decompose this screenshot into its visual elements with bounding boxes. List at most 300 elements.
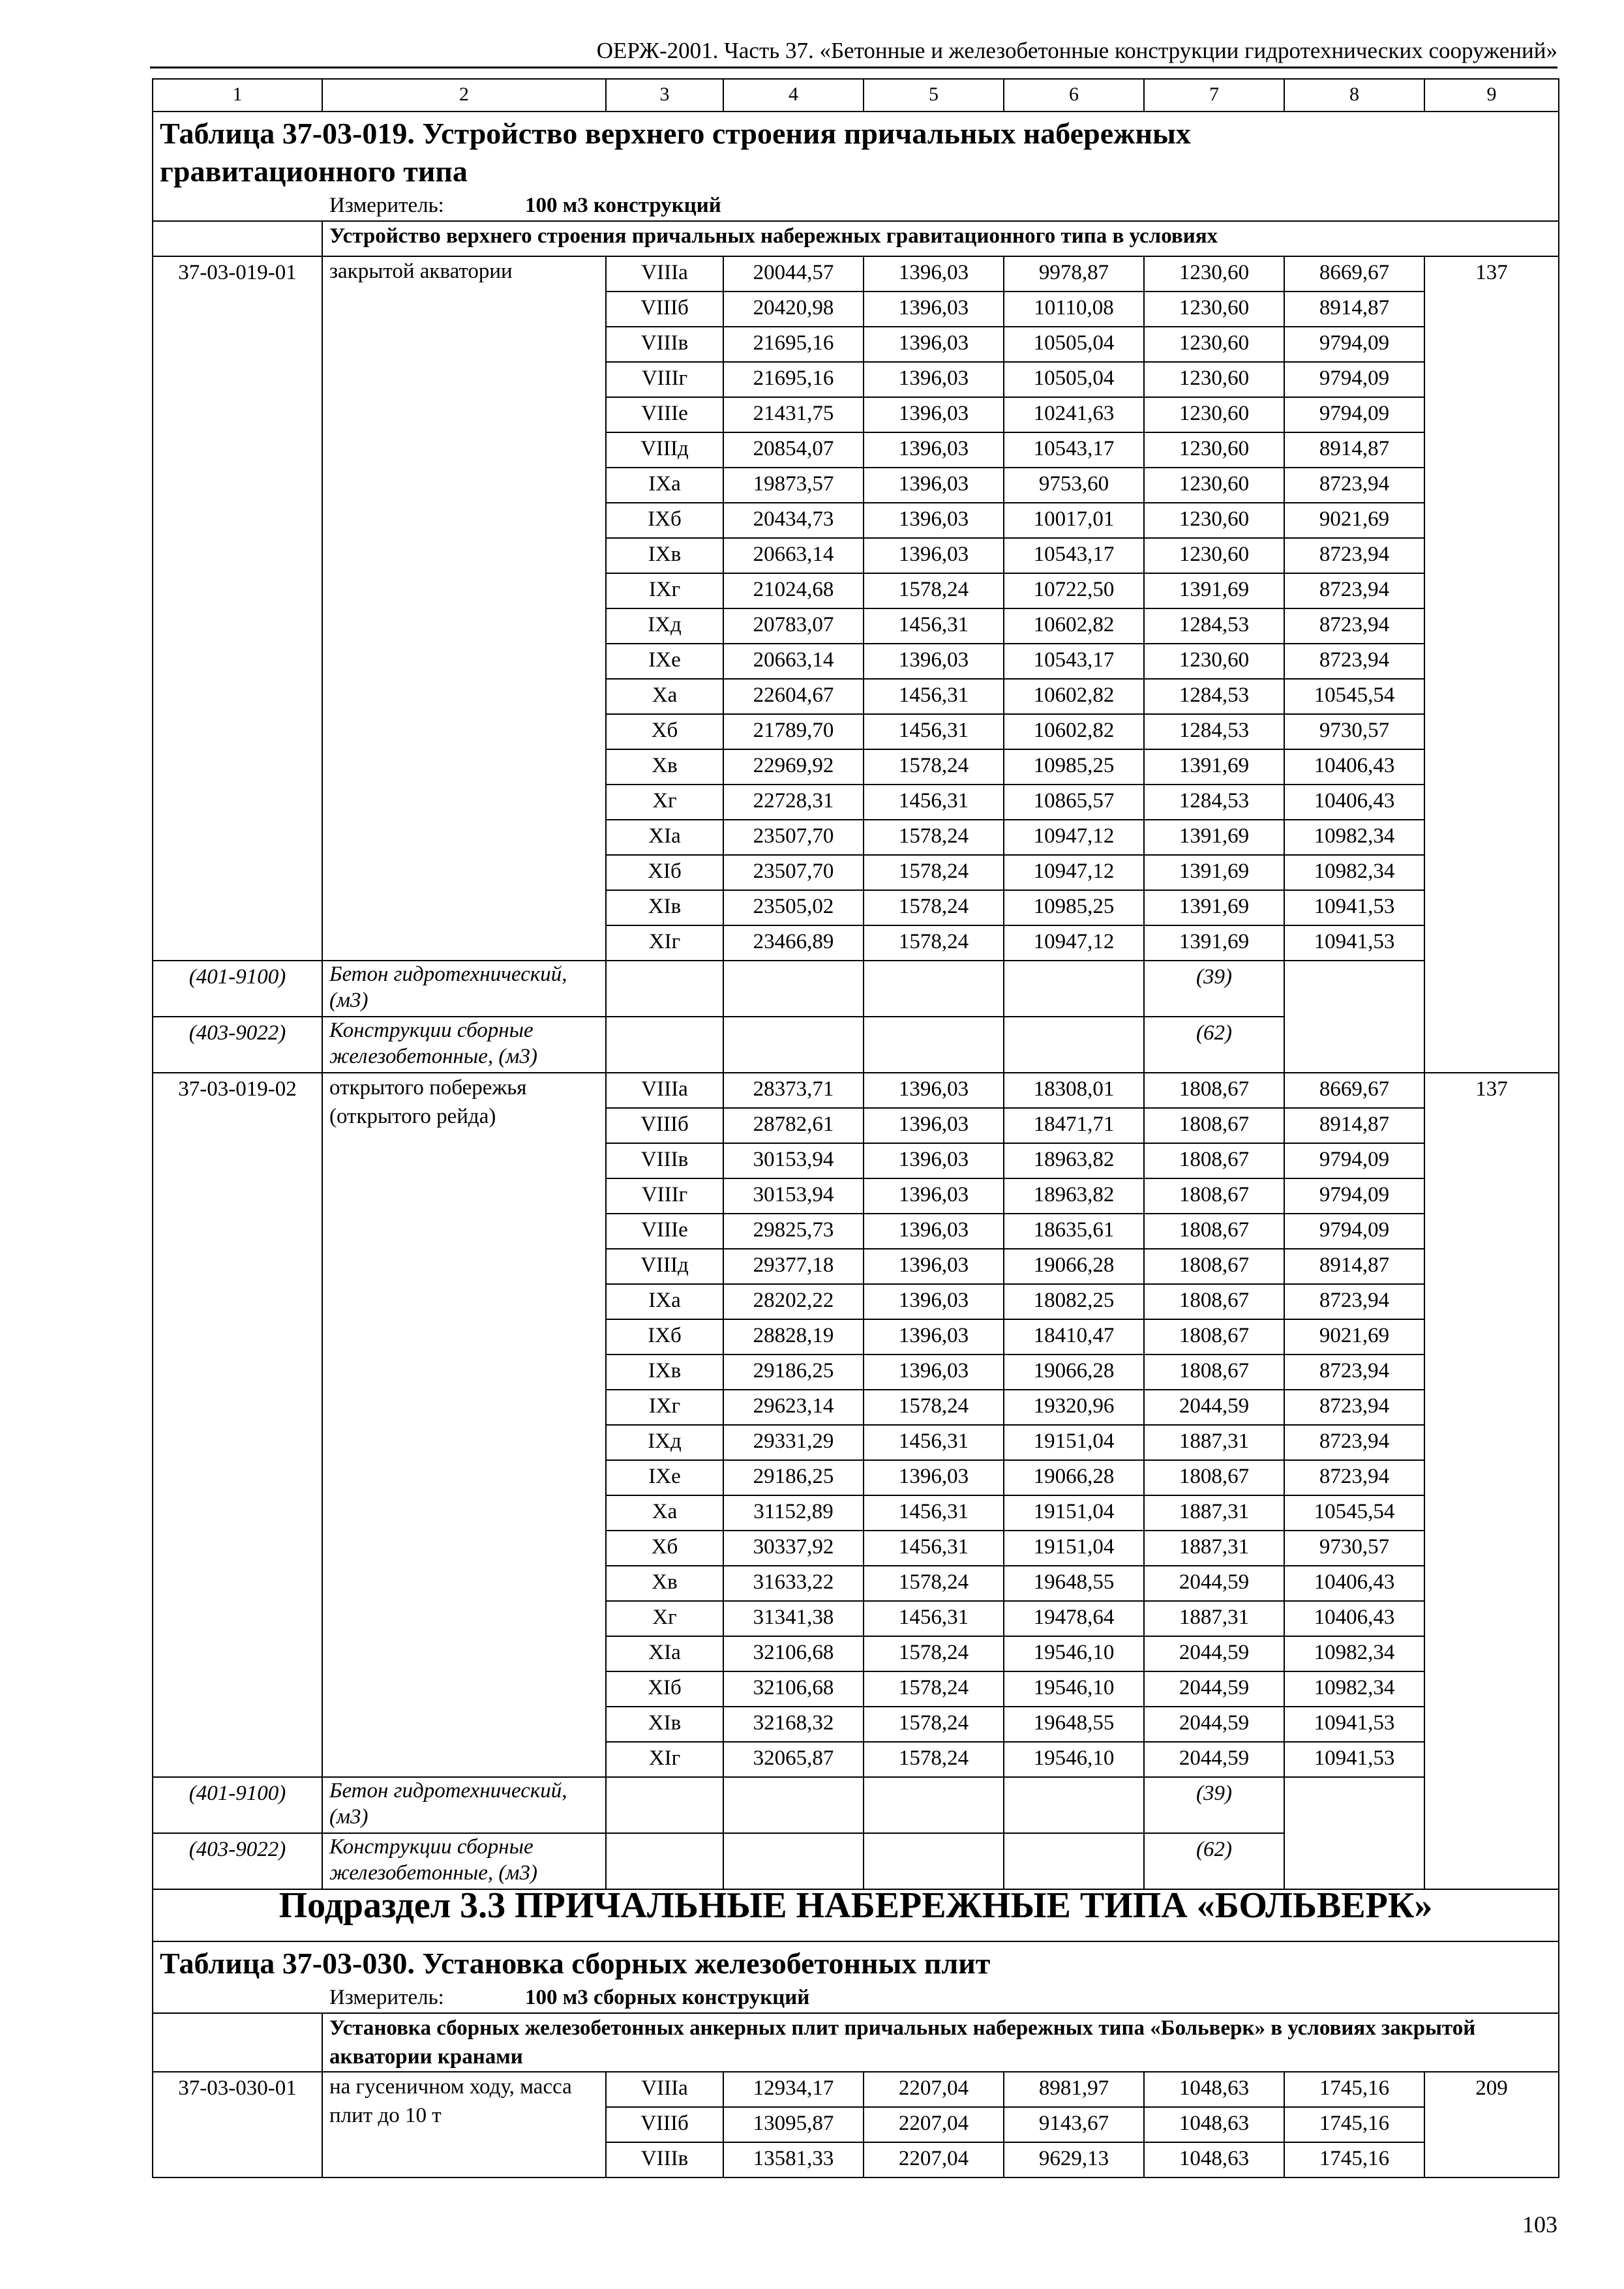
price-value: 28782,61 bbox=[723, 1108, 864, 1143]
zone-class: IXе bbox=[606, 644, 723, 679]
price-value: 9794,09 bbox=[1284, 1143, 1424, 1178]
price-value: 19151,04 bbox=[1004, 1531, 1144, 1566]
table-title-line: гравитационного типа bbox=[160, 155, 468, 188]
estimate-table bbox=[152, 78, 1559, 2178]
price-value: 9753,60 bbox=[1004, 468, 1144, 503]
price-value: 32106,68 bbox=[723, 1636, 864, 1671]
price-value: 1578,24 bbox=[864, 1671, 1004, 1707]
price-value: 30153,94 bbox=[723, 1178, 864, 1214]
price-value: 10545,54 bbox=[1284, 1495, 1424, 1531]
price-value: 1396,03 bbox=[864, 468, 1004, 503]
unit-label: Измеритель: bbox=[329, 1986, 444, 2009]
unit-value: 100 м3 сборных конструкций bbox=[525, 1986, 810, 2009]
price-value: 19546,10 bbox=[1004, 1671, 1144, 1707]
price-value: 1578,24 bbox=[864, 1390, 1004, 1425]
price-value: 1230,60 bbox=[1144, 362, 1284, 397]
zone-class: Xб bbox=[606, 1531, 723, 1566]
empty-cell bbox=[1004, 1017, 1144, 1073]
zone-class: IXб bbox=[606, 503, 723, 538]
price-value: 1456,31 bbox=[864, 1601, 1004, 1636]
price-value: 22728,31 bbox=[723, 785, 864, 820]
price-value: 18410,47 bbox=[1004, 1319, 1144, 1354]
norm-code: 37-03-030-01 bbox=[153, 2072, 322, 2177]
zone-class: Xв bbox=[606, 1566, 723, 1601]
zone-class: IXд bbox=[606, 1425, 723, 1460]
resource-row bbox=[153, 1017, 1559, 1073]
zone-class: VIIIб bbox=[606, 2107, 723, 2142]
empty-cell bbox=[723, 961, 864, 1017]
column-number: 2 bbox=[322, 79, 606, 112]
price-value: 8723,94 bbox=[1284, 468, 1424, 503]
price-value: 1887,31 bbox=[1144, 1425, 1284, 1460]
resource-value: (62) bbox=[1144, 1833, 1284, 1889]
price-value: 10982,34 bbox=[1284, 855, 1424, 890]
column-number: 5 bbox=[864, 79, 1004, 112]
price-value: 28373,71 bbox=[723, 1073, 864, 1108]
price-value: 1887,31 bbox=[1144, 1531, 1284, 1566]
price-value: 9978,87 bbox=[1004, 256, 1144, 292]
price-value: 9021,69 bbox=[1284, 503, 1424, 538]
price-value: 2044,59 bbox=[1144, 1671, 1284, 1707]
price-value: 18308,01 bbox=[1004, 1073, 1144, 1108]
price-value: 1391,69 bbox=[1144, 925, 1284, 961]
price-value: 10947,12 bbox=[1004, 820, 1144, 855]
price-value: 1230,60 bbox=[1144, 292, 1284, 327]
zone-class: VIIIе bbox=[606, 397, 723, 432]
price-value: 1391,69 bbox=[1144, 890, 1284, 925]
price-value: 29186,25 bbox=[723, 1354, 864, 1390]
price-value: 1230,60 bbox=[1144, 468, 1284, 503]
price-value: 1578,24 bbox=[864, 1742, 1004, 1777]
column-number: 7 bbox=[1144, 79, 1284, 112]
zone-class: VIIIв bbox=[606, 2142, 723, 2177]
zone-class: Xб bbox=[606, 714, 723, 749]
column-number: 1 bbox=[153, 79, 322, 112]
empty-cell bbox=[153, 2013, 322, 2072]
zone-class: IXб bbox=[606, 1319, 723, 1354]
price-value: 1578,24 bbox=[864, 749, 1004, 785]
price-value: 20420,98 bbox=[723, 292, 864, 327]
price-value: 19546,10 bbox=[1004, 1742, 1144, 1777]
price-value: 10602,82 bbox=[1004, 679, 1144, 714]
price-value: 8723,94 bbox=[1284, 1354, 1424, 1390]
zone-class: VIIIб bbox=[606, 292, 723, 327]
price-value: 1578,24 bbox=[864, 890, 1004, 925]
price-value: 9794,09 bbox=[1284, 1178, 1424, 1214]
price-value: 9794,09 bbox=[1284, 1214, 1424, 1249]
price-value: 1578,24 bbox=[864, 820, 1004, 855]
price-value: 19151,04 bbox=[1004, 1425, 1144, 1460]
price-value: 8723,94 bbox=[1284, 1460, 1424, 1495]
reference-number: 137 bbox=[1424, 256, 1559, 1073]
price-value: 1808,67 bbox=[1144, 1214, 1284, 1249]
price-value: 20044,57 bbox=[723, 256, 864, 292]
price-value: 10602,82 bbox=[1004, 714, 1144, 749]
price-value: 1808,67 bbox=[1144, 1143, 1284, 1178]
price-value: 23466,89 bbox=[723, 925, 864, 961]
price-value: 1456,31 bbox=[864, 785, 1004, 820]
resource-name: Бетон гидротехнический, (м3) bbox=[322, 1777, 606, 1833]
empty-cell bbox=[864, 1777, 1004, 1833]
price-value: 21789,70 bbox=[723, 714, 864, 749]
price-value: 21695,16 bbox=[723, 327, 864, 362]
resource-code: (403-9022) bbox=[153, 1833, 322, 1889]
price-value: 2044,59 bbox=[1144, 1707, 1284, 1742]
price-value: 1808,67 bbox=[1144, 1460, 1284, 1495]
zone-class: XIб bbox=[606, 1671, 723, 1707]
page-number: 103 bbox=[1522, 2211, 1557, 2237]
empty-cell bbox=[723, 1833, 864, 1889]
price-value: 21431,75 bbox=[723, 397, 864, 432]
price-value: 1284,53 bbox=[1144, 608, 1284, 644]
resource-row bbox=[153, 1833, 1559, 1889]
price-value: 20783,07 bbox=[723, 608, 864, 644]
price-value: 10941,53 bbox=[1284, 1707, 1424, 1742]
price-value: 19151,04 bbox=[1004, 1495, 1144, 1531]
price-value: 1887,31 bbox=[1144, 1495, 1284, 1531]
price-value: 10865,57 bbox=[1004, 785, 1144, 820]
price-value: 1808,67 bbox=[1144, 1108, 1284, 1143]
price-value: 1284,53 bbox=[1144, 785, 1284, 820]
price-value: 10985,25 bbox=[1004, 890, 1144, 925]
price-value: 31341,38 bbox=[723, 1601, 864, 1636]
table-row bbox=[153, 256, 1559, 292]
price-value: 29377,18 bbox=[723, 1249, 864, 1284]
unit-line bbox=[160, 190, 1552, 220]
price-value: 8914,87 bbox=[1284, 292, 1424, 327]
price-value: 1391,69 bbox=[1144, 820, 1284, 855]
price-value: 10982,34 bbox=[1284, 820, 1424, 855]
condition-text: Устройство верхнего строения причальных набережных гравитационного типа в условиях bbox=[322, 221, 1559, 256]
zone-class: IXе bbox=[606, 1460, 723, 1495]
price-value: 1578,24 bbox=[864, 1636, 1004, 1671]
price-value: 8914,87 bbox=[1284, 1249, 1424, 1284]
price-value: 1887,31 bbox=[1144, 1601, 1284, 1636]
zone-class: Xа bbox=[606, 1495, 723, 1531]
price-value: 1808,67 bbox=[1144, 1249, 1284, 1284]
empty-cell bbox=[153, 221, 322, 256]
reference-number: 209 bbox=[1424, 2072, 1559, 2177]
norm-code: 37-03-019-02 bbox=[153, 1073, 322, 1777]
resource-code: (401-9100) bbox=[153, 961, 322, 1017]
price-value: 9143,67 bbox=[1004, 2107, 1144, 2142]
price-value: 10505,04 bbox=[1004, 327, 1144, 362]
condition-text: Установка сборных железобетонных анкерных плит причальных набережных типа «Больверк» в условиях закрытой акватории кранами bbox=[322, 2013, 1559, 2072]
empty-cell bbox=[864, 961, 1004, 1017]
price-value: 1230,60 bbox=[1144, 327, 1284, 362]
price-value: 1456,31 bbox=[864, 608, 1004, 644]
price-value: 2044,59 bbox=[1144, 1636, 1284, 1671]
zone-class: XIб bbox=[606, 855, 723, 890]
price-value: 19648,55 bbox=[1004, 1566, 1144, 1601]
table-row bbox=[153, 1073, 1559, 1108]
zone-class: XIа bbox=[606, 820, 723, 855]
zone-class: IXг bbox=[606, 1390, 723, 1425]
unit-value: 100 м3 конструкций bbox=[525, 194, 721, 217]
price-value: 8723,94 bbox=[1284, 644, 1424, 679]
resource-name: Бетон гидротехнический, (м3) bbox=[322, 961, 606, 1017]
price-value: 8914,87 bbox=[1284, 432, 1424, 468]
column-number: 4 bbox=[723, 79, 864, 112]
empty-cell bbox=[723, 1017, 864, 1073]
price-value: 1396,03 bbox=[864, 362, 1004, 397]
price-value: 1578,24 bbox=[864, 573, 1004, 608]
zone-class: Xг bbox=[606, 785, 723, 820]
resource-value: (62) bbox=[1144, 1017, 1284, 1073]
norm-name: открытого побережья (открытого рейда) bbox=[322, 1073, 606, 1777]
price-value: 1284,53 bbox=[1144, 714, 1284, 749]
price-value: 29331,29 bbox=[723, 1425, 864, 1460]
price-value: 18471,71 bbox=[1004, 1108, 1144, 1143]
price-value: 13095,87 bbox=[723, 2107, 864, 2142]
zone-class: Xа bbox=[606, 679, 723, 714]
price-value: 29623,14 bbox=[723, 1390, 864, 1425]
column-number: 3 bbox=[606, 79, 723, 112]
price-value: 1396,03 bbox=[864, 292, 1004, 327]
price-value: 10017,01 bbox=[1004, 503, 1144, 538]
price-value: 8723,94 bbox=[1284, 1425, 1424, 1460]
price-value: 8669,67 bbox=[1284, 1073, 1424, 1108]
price-value: 1396,03 bbox=[864, 1108, 1004, 1143]
price-value: 19478,64 bbox=[1004, 1601, 1144, 1636]
empty-cell bbox=[1004, 1777, 1144, 1833]
price-value: 1396,03 bbox=[864, 256, 1004, 292]
price-value: 1230,60 bbox=[1144, 397, 1284, 432]
price-value: 1808,67 bbox=[1144, 1178, 1284, 1214]
resource-row bbox=[153, 1777, 1559, 1833]
price-value: 1456,31 bbox=[864, 679, 1004, 714]
price-value: 10406,43 bbox=[1284, 749, 1424, 785]
price-value: 29825,73 bbox=[723, 1214, 864, 1249]
price-value: 18963,82 bbox=[1004, 1143, 1144, 1178]
condition-row bbox=[153, 2013, 1559, 2072]
zone-class: XIг bbox=[606, 925, 723, 961]
price-value: 9021,69 bbox=[1284, 1319, 1424, 1354]
price-value: 10941,53 bbox=[1284, 1742, 1424, 1777]
price-value: 1230,60 bbox=[1144, 432, 1284, 468]
price-value: 19873,57 bbox=[723, 468, 864, 503]
zone-class: IXа bbox=[606, 1284, 723, 1319]
price-value: 10241,63 bbox=[1004, 397, 1144, 432]
price-value: 1230,60 bbox=[1144, 538, 1284, 573]
price-value: 1396,03 bbox=[864, 432, 1004, 468]
price-value: 1808,67 bbox=[1144, 1284, 1284, 1319]
zone-class: XIв bbox=[606, 890, 723, 925]
price-value: 20854,07 bbox=[723, 432, 864, 468]
price-value: 1048,63 bbox=[1144, 2142, 1284, 2177]
zone-class: VIIIд bbox=[606, 432, 723, 468]
price-value: 20434,73 bbox=[723, 503, 864, 538]
price-value: 10941,53 bbox=[1284, 925, 1424, 961]
price-value: 1396,03 bbox=[864, 1284, 1004, 1319]
price-value: 1396,03 bbox=[864, 397, 1004, 432]
price-value: 10947,12 bbox=[1004, 925, 1144, 961]
table-title-cell bbox=[153, 1941, 1559, 2013]
price-value: 19066,28 bbox=[1004, 1354, 1144, 1390]
zone-class: VIIIг bbox=[606, 1178, 723, 1214]
table-title-row bbox=[153, 1941, 1559, 2013]
price-value: 19648,55 bbox=[1004, 1707, 1144, 1742]
price-value: 1230,60 bbox=[1144, 644, 1284, 679]
zone-class: XIв bbox=[606, 1707, 723, 1742]
price-value: 21695,16 bbox=[723, 362, 864, 397]
price-value: 1391,69 bbox=[1144, 573, 1284, 608]
price-value: 18082,25 bbox=[1004, 1284, 1144, 1319]
price-value: 1808,67 bbox=[1144, 1073, 1284, 1108]
price-value: 9794,09 bbox=[1284, 362, 1424, 397]
price-value: 10602,82 bbox=[1004, 608, 1144, 644]
column-number: 6 bbox=[1004, 79, 1144, 112]
norm-code: 37-03-019-01 bbox=[153, 256, 322, 961]
price-value: 1396,03 bbox=[864, 1178, 1004, 1214]
table-row bbox=[153, 2072, 1559, 2107]
price-value: 10543,17 bbox=[1004, 538, 1144, 573]
price-value: 1808,67 bbox=[1144, 1354, 1284, 1390]
price-value: 8723,94 bbox=[1284, 1284, 1424, 1319]
zone-class: VIIIв bbox=[606, 327, 723, 362]
resource-value: (39) bbox=[1144, 1777, 1284, 1833]
price-value: 1456,31 bbox=[864, 714, 1004, 749]
norm-name: на гусеничном ходу, масса плит до 10 т bbox=[322, 2072, 606, 2177]
price-value: 1396,03 bbox=[864, 538, 1004, 573]
empty-cell bbox=[606, 1017, 723, 1073]
price-value: 8723,94 bbox=[1284, 538, 1424, 573]
price-value: 1230,60 bbox=[1144, 256, 1284, 292]
price-value: 19320,96 bbox=[1004, 1390, 1144, 1425]
resource-row bbox=[153, 961, 1559, 1017]
price-value: 1391,69 bbox=[1144, 749, 1284, 785]
price-value: 2207,04 bbox=[864, 2142, 1004, 2177]
price-value: 30153,94 bbox=[723, 1143, 864, 1178]
price-value: 2044,59 bbox=[1144, 1390, 1284, 1425]
price-value: 1048,63 bbox=[1144, 2107, 1284, 2142]
price-value: 1284,53 bbox=[1144, 679, 1284, 714]
price-value: 32065,87 bbox=[723, 1742, 864, 1777]
price-value: 10982,34 bbox=[1284, 1636, 1424, 1671]
price-value: 10543,17 bbox=[1004, 644, 1144, 679]
price-value: 9629,13 bbox=[1004, 2142, 1144, 2177]
price-value: 23507,70 bbox=[723, 820, 864, 855]
zone-class: VIIIа bbox=[606, 256, 723, 292]
price-value: 10982,34 bbox=[1284, 1671, 1424, 1707]
price-value: 1745,16 bbox=[1284, 2107, 1424, 2142]
zone-class: Xв bbox=[606, 749, 723, 785]
price-value: 1396,03 bbox=[864, 1073, 1004, 1108]
price-value: 10947,12 bbox=[1004, 855, 1144, 890]
price-value: 29186,25 bbox=[723, 1460, 864, 1495]
column-number: 8 bbox=[1284, 79, 1424, 112]
price-value: 10110,08 bbox=[1004, 292, 1144, 327]
price-value: 8981,97 bbox=[1004, 2072, 1144, 2107]
price-value: 10545,54 bbox=[1284, 679, 1424, 714]
price-value: 10406,43 bbox=[1284, 1566, 1424, 1601]
price-value: 8723,94 bbox=[1284, 1390, 1424, 1425]
price-value: 1745,16 bbox=[1284, 2072, 1424, 2107]
zone-class: IXд bbox=[606, 608, 723, 644]
price-value: 1396,03 bbox=[864, 644, 1004, 679]
price-value: 2207,04 bbox=[864, 2107, 1004, 2142]
table-title-line: Таблица 37-03-019. Устройство верхнего строения причальных набережных bbox=[160, 117, 1191, 150]
price-value: 32106,68 bbox=[723, 1671, 864, 1707]
price-value: 12934,17 bbox=[723, 2072, 864, 2107]
price-value: 31152,89 bbox=[723, 1495, 864, 1531]
price-value: 1396,03 bbox=[864, 1354, 1004, 1390]
price-value: 1396,03 bbox=[864, 327, 1004, 362]
price-value: 10505,04 bbox=[1004, 362, 1144, 397]
price-value: 1578,24 bbox=[864, 1707, 1004, 1742]
price-value: 1808,67 bbox=[1144, 1319, 1284, 1354]
empty-cell bbox=[1004, 961, 1144, 1017]
price-value: 1230,60 bbox=[1144, 503, 1284, 538]
price-value: 2044,59 bbox=[1144, 1742, 1284, 1777]
price-value: 28828,19 bbox=[723, 1319, 864, 1354]
zone-class: IXа bbox=[606, 468, 723, 503]
resource-value: (39) bbox=[1144, 961, 1284, 1017]
price-value: 10406,43 bbox=[1284, 1601, 1424, 1636]
price-value: 8914,87 bbox=[1284, 1108, 1424, 1143]
price-value: 10406,43 bbox=[1284, 785, 1424, 820]
resource-name: Конструкции сборные железобетонные, (м3) bbox=[322, 1017, 606, 1073]
empty-cell bbox=[864, 1833, 1004, 1889]
price-value: 10941,53 bbox=[1284, 890, 1424, 925]
price-value: 1396,03 bbox=[864, 1460, 1004, 1495]
price-value: 1578,24 bbox=[864, 1566, 1004, 1601]
price-value: 1048,63 bbox=[1144, 2072, 1284, 2107]
section-title-row bbox=[153, 1889, 1559, 1941]
zone-class: VIIIа bbox=[606, 2072, 723, 2107]
price-value: 8723,94 bbox=[1284, 573, 1424, 608]
zone-class: VIIIб bbox=[606, 1108, 723, 1143]
reference-number: 137 bbox=[1424, 1073, 1559, 1889]
section-title: Подраздел 3.3 ПРИЧАЛЬНЫЕ НАБЕРЕЖНЫЕ ТИПА «БОЛЬВЕРК» bbox=[153, 1889, 1559, 1941]
price-value: 1456,31 bbox=[864, 1425, 1004, 1460]
zone-class: Xг bbox=[606, 1601, 723, 1636]
empty-cell bbox=[864, 1017, 1004, 1073]
price-value: 18963,82 bbox=[1004, 1178, 1144, 1214]
price-value: 1456,31 bbox=[864, 1495, 1004, 1531]
table-title: Таблица 37-03-030. Установка сборных железобетонных плит bbox=[160, 1947, 991, 1980]
empty-cell bbox=[606, 1833, 723, 1889]
table-title-row bbox=[153, 112, 1559, 221]
price-value: 1396,03 bbox=[864, 1143, 1004, 1178]
price-value: 9730,57 bbox=[1284, 1531, 1424, 1566]
price-value: 1745,16 bbox=[1284, 2142, 1424, 2177]
price-value: 1391,69 bbox=[1144, 855, 1284, 890]
resource-code: (403-9022) bbox=[153, 1017, 322, 1073]
zone-class: VIIIв bbox=[606, 1143, 723, 1178]
price-value: 8723,94 bbox=[1284, 608, 1424, 644]
price-value: 10985,25 bbox=[1004, 749, 1144, 785]
zone-class: VIIIг bbox=[606, 362, 723, 397]
zone-class: IXг bbox=[606, 573, 723, 608]
column-numbers-row bbox=[153, 79, 1559, 112]
price-value: 1396,03 bbox=[864, 503, 1004, 538]
empty-cell bbox=[1004, 1833, 1144, 1889]
price-value: 20663,14 bbox=[723, 644, 864, 679]
price-value: 1396,03 bbox=[864, 1249, 1004, 1284]
price-value: 19546,10 bbox=[1004, 1636, 1144, 1671]
empty-cell bbox=[723, 1777, 864, 1833]
page-header: ОЕРЖ-2001. Часть 37. «Бетонные и железобетонные конструкции гидротехнических сооружений» bbox=[150, 37, 1557, 68]
table-title bbox=[160, 112, 1552, 190]
price-value: 18635,61 bbox=[1004, 1214, 1144, 1249]
price-value: 9794,09 bbox=[1284, 397, 1424, 432]
price-value: 2207,04 bbox=[864, 2072, 1004, 2107]
price-value: 31633,22 bbox=[723, 1566, 864, 1601]
price-value: 23505,02 bbox=[723, 890, 864, 925]
empty-cell bbox=[606, 1777, 723, 1833]
price-value: 8669,67 bbox=[1284, 256, 1424, 292]
